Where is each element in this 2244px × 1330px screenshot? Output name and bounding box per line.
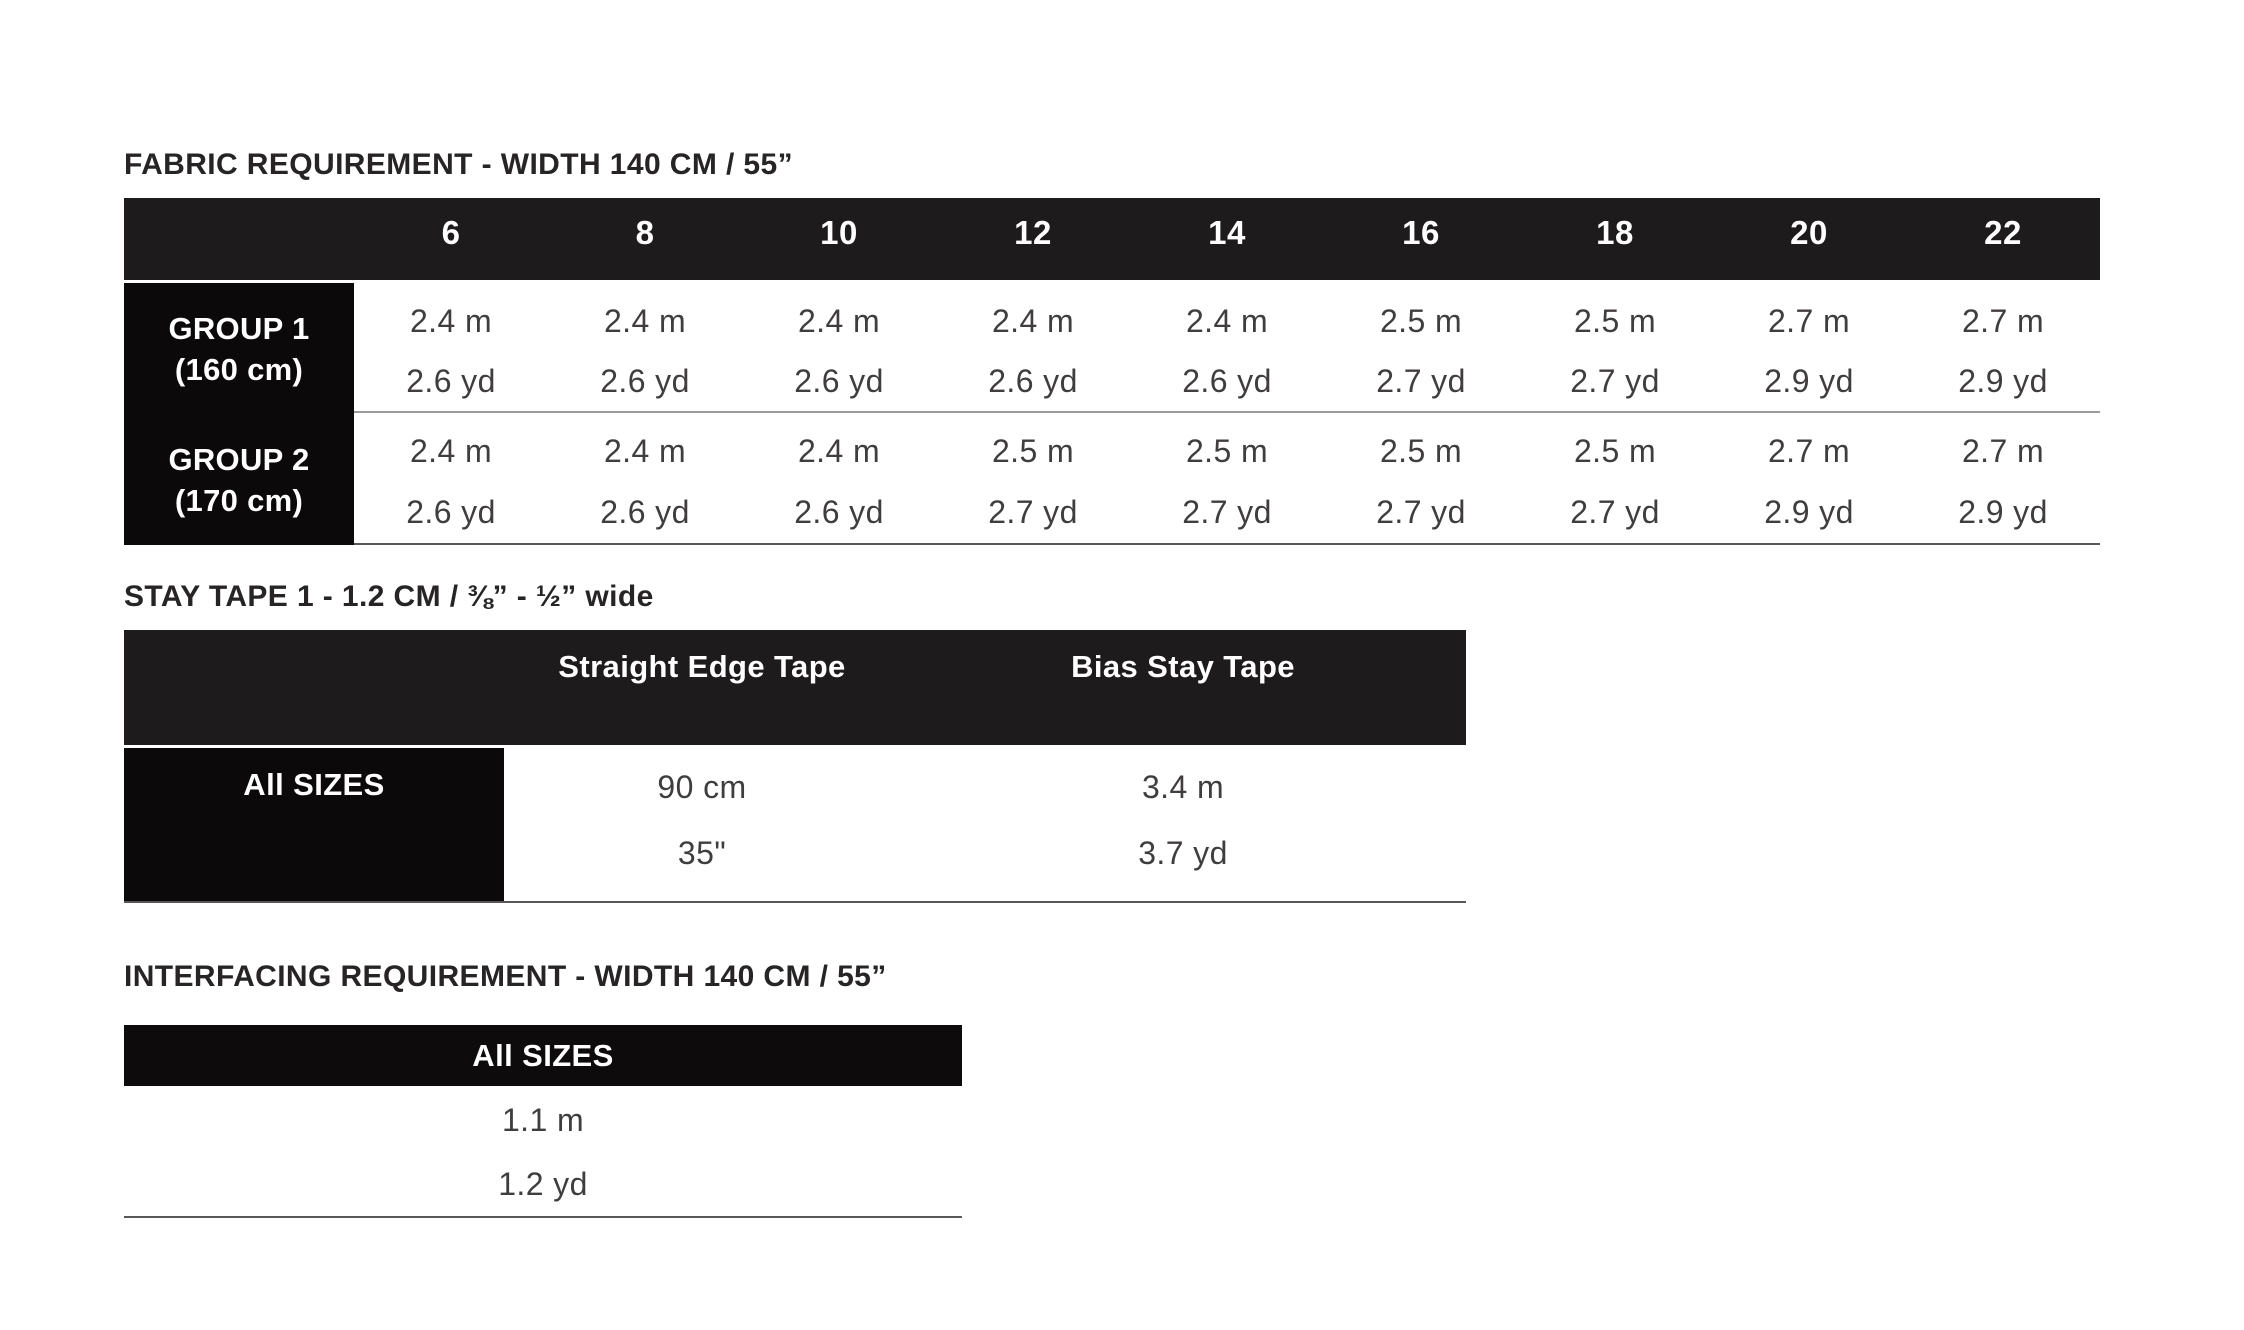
fabric-row-group1	[354, 283, 2100, 413]
meters-value: 2.4 m	[797, 433, 881, 469]
fabric-cell	[548, 283, 742, 411]
fabric-cell	[742, 413, 936, 543]
stay-tape-header-row	[124, 630, 1466, 745]
yards-value: 2.7 yd	[1570, 494, 1660, 530]
fabric-cell	[1518, 283, 1712, 411]
interfacing-table	[124, 1025, 962, 1218]
size-column-header: 10	[820, 214, 858, 251]
fabric-cell	[1324, 413, 1518, 543]
size-column-header: 18	[1596, 214, 1634, 251]
straight-edge-tape-cell	[504, 748, 900, 901]
yards-value: 2.6 yd	[406, 494, 496, 530]
all-sizes-label: All SIZES	[243, 767, 385, 802]
yards-value: 2.6 yd	[1182, 362, 1272, 399]
fabric-cell	[742, 283, 936, 411]
yards-value: 2.6 yd	[600, 362, 690, 399]
size-column-header: 6	[441, 214, 461, 251]
meters-value: 2.5 m	[1185, 433, 1269, 469]
meters-value: 2.7 m	[1961, 302, 2045, 339]
meters-value: 2.4 m	[797, 302, 881, 339]
fabric-cell	[1518, 413, 1712, 543]
yards-value: 2.9 yd	[1764, 362, 1854, 399]
yards-value: 2.6 yd	[600, 494, 690, 530]
stay-tape-title: STAY TAPE 1 - 1.2 CM / ⅜” - ½” wide	[124, 580, 654, 613]
fabric-requirement-table	[124, 198, 2100, 545]
size-column-header: 20	[1790, 214, 1828, 251]
bias-stay-imperial-value: 3.7 yd	[1138, 834, 1228, 871]
meters-value: 2.4 m	[1185, 302, 1269, 339]
meters-value: 2.5 m	[1379, 433, 1463, 469]
fabric-cell	[548, 413, 742, 543]
bias-stay-tape-header: Bias Stay Tape	[1071, 649, 1295, 684]
meters-value: 2.4 m	[603, 302, 687, 339]
yards-value: 2.6 yd	[794, 494, 884, 530]
group1-height-note: (160 cm)	[174, 352, 304, 387]
meters-value: 2.7 m	[1767, 433, 1851, 469]
yards-value: 2.7 yd	[1376, 494, 1466, 530]
group2-label: GROUP 2	[168, 442, 310, 477]
straight-edge-metric-value: 90 cm	[657, 768, 747, 805]
fabric-cell	[354, 283, 548, 411]
yards-value: 2.7 yd	[1570, 362, 1660, 399]
straight-edge-tape-header: Straight Edge Tape	[558, 649, 846, 684]
all-sizes-label-cell	[124, 748, 504, 901]
fabric-table-body	[124, 283, 2100, 545]
yards-value: 2.6 yd	[988, 362, 1078, 399]
group1-label-cell	[124, 283, 354, 415]
meters-value: 2.5 m	[1573, 433, 1657, 469]
fabric-cell	[1906, 283, 2100, 411]
fabric-cell	[1906, 413, 2100, 543]
fabric-cell	[1324, 283, 1518, 411]
meters-value: 2.4 m	[409, 302, 493, 339]
meters-value: 2.5 m	[991, 433, 1075, 469]
fabric-cell	[1130, 283, 1324, 411]
fabric-data-grid	[354, 283, 2100, 545]
size-header-corner-cell	[124, 198, 354, 280]
bias-stay-metric-value: 3.4 m	[1141, 768, 1225, 805]
meters-value: 2.5 m	[1573, 302, 1657, 339]
size-column-header: 12	[1014, 214, 1052, 251]
yards-value: 2.9 yd	[1958, 362, 2048, 399]
stay-tape-body-row	[124, 748, 1466, 903]
interfacing-metric-value: 1.1 m	[501, 1101, 585, 1138]
meters-value: 2.4 m	[603, 433, 687, 469]
size-column-header: 16	[1402, 214, 1440, 251]
group1-label: GROUP 1	[168, 311, 310, 346]
fabric-cell	[1130, 413, 1324, 543]
yards-value: 2.6 yd	[794, 362, 884, 399]
yards-value: 2.7 yd	[988, 494, 1078, 530]
straight-edge-imperial-value: 35"	[677, 834, 727, 871]
fabric-cell	[936, 283, 1130, 411]
size-header-row	[124, 198, 2100, 280]
yards-value: 2.7 yd	[1182, 494, 1272, 530]
meters-value: 2.4 m	[991, 302, 1075, 339]
interfacing-all-sizes-header: All SIZES	[124, 1025, 962, 1086]
yards-value: 2.7 yd	[1376, 362, 1466, 399]
interfacing-values	[124, 1086, 962, 1216]
yards-value: 2.9 yd	[1764, 494, 1854, 530]
meters-value: 2.4 m	[409, 433, 493, 469]
meters-value: 2.7 m	[1767, 302, 1851, 339]
fabric-cell	[354, 413, 548, 543]
fabric-cell	[936, 413, 1130, 543]
group2-label-cell	[124, 415, 354, 545]
group-label-column	[124, 283, 354, 545]
bias-stay-tape-cell	[900, 748, 1466, 901]
meters-value: 2.7 m	[1961, 433, 2045, 469]
yards-value: 2.6 yd	[406, 362, 496, 399]
stay-tape-table	[124, 630, 1466, 903]
fabric-cell	[1712, 413, 1906, 543]
size-column-header: 8	[635, 214, 655, 251]
interfacing-requirement-title: INTERFACING REQUIREMENT - WIDTH 140 CM / 55”	[124, 960, 887, 993]
yards-value: 2.9 yd	[1958, 494, 2048, 530]
fabric-cell	[1712, 283, 1906, 411]
size-column-header: 22	[1984, 214, 2022, 251]
fabric-requirement-title: FABRIC REQUIREMENT - WIDTH 140 CM / 55”	[124, 148, 793, 181]
stay-tape-header-corner-cell	[124, 630, 504, 745]
meters-value: 2.5 m	[1379, 302, 1463, 339]
group2-height-note: (170 cm)	[174, 483, 304, 518]
size-column-header: 14	[1208, 214, 1246, 251]
fabric-row-group2	[354, 413, 2100, 545]
interfacing-imperial-value: 1.2 yd	[498, 1165, 588, 1202]
